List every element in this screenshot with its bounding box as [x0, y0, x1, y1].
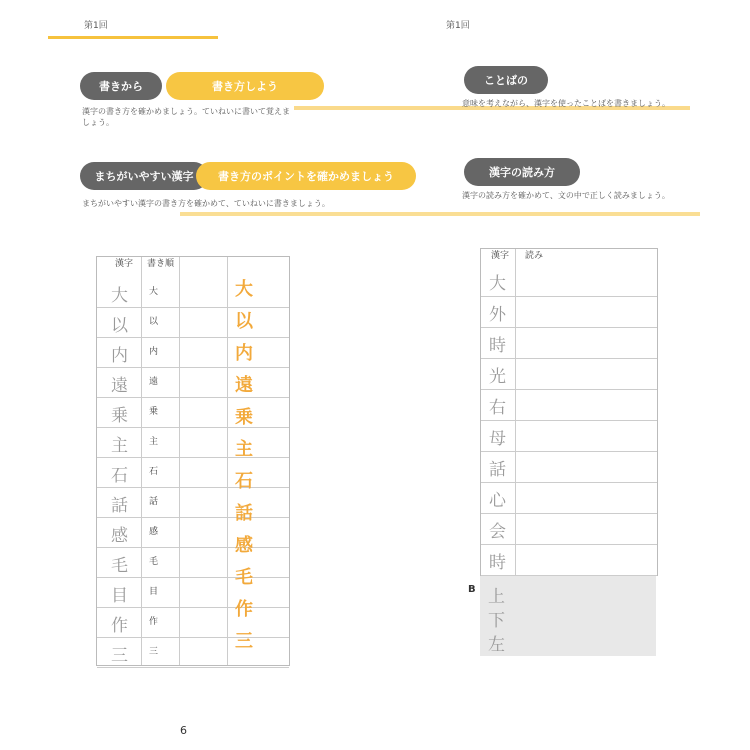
- orange-kanji: 遠: [235, 375, 253, 396]
- orange-kanji: 石: [235, 471, 253, 492]
- right-header-reading: 読み: [525, 251, 544, 261]
- row-kanji: 時: [489, 336, 506, 356]
- section2-text: まちがいやすい漢字の書き方を確かめて、ていねいに書きましょう。: [82, 199, 330, 208]
- section2-pill: 書き方のポイントを確かめましょう: [196, 162, 416, 190]
- orange-kanji: 主: [235, 439, 253, 460]
- row-kanji: 毛: [111, 556, 128, 576]
- row-kanji-small: 大: [149, 287, 159, 297]
- row-kanji-small: 毛: [149, 557, 159, 567]
- section1-badge: 書きから: [80, 72, 162, 100]
- orange-kanji: 以: [235, 311, 253, 332]
- row-kanji-small: 目: [149, 587, 159, 597]
- row-kanji-small: 以: [149, 317, 159, 327]
- table-row: [97, 397, 289, 428]
- row-kanji: 話: [111, 496, 128, 516]
- row-kanji-small: 遠: [149, 377, 159, 387]
- b-row-kanji: 下: [488, 611, 505, 631]
- section1-pill: 書き方しよう: [166, 72, 324, 100]
- row-kanji-small: 作: [149, 617, 159, 627]
- table-row: [97, 337, 289, 368]
- row-kanji: 三: [111, 646, 128, 666]
- page-number: 6: [180, 724, 187, 737]
- orange-kanji: 三: [235, 631, 253, 652]
- table-row: [97, 517, 289, 548]
- orange-kanji: 話: [235, 503, 253, 524]
- left-header-order: 書き順: [147, 259, 175, 269]
- row-kanji: 感: [111, 526, 128, 546]
- table-row: [97, 277, 289, 308]
- orange-kanji: 乗: [235, 407, 253, 428]
- row-kanji: 以: [111, 316, 128, 336]
- table-row: [481, 420, 657, 452]
- table-row: [481, 451, 657, 483]
- table-row: [481, 265, 657, 297]
- row-kanji-small: 石: [149, 467, 159, 477]
- header-tab-left: 第1回: [84, 21, 108, 31]
- row-kanji: 大: [489, 274, 506, 294]
- table-label-b: B: [468, 584, 476, 595]
- row-kanji: 大: [111, 286, 128, 306]
- row-kanji: 心: [489, 491, 506, 511]
- highlight-strip-2: [180, 212, 700, 216]
- row-kanji-small: 乗: [149, 407, 159, 417]
- right-section2-text: 漢字の読み方を確かめて、文の中で正しく読みましょう。: [462, 191, 670, 200]
- left-header-kanji: 漢字: [115, 259, 134, 269]
- table-row: [481, 482, 657, 514]
- table-row: [481, 358, 657, 390]
- row-kanji: 主: [111, 436, 128, 456]
- table-row: [481, 389, 657, 421]
- orange-kanji: 毛: [235, 567, 253, 588]
- table-row: [481, 327, 657, 359]
- table-row: [481, 513, 657, 545]
- b-row-kanji: 上: [488, 587, 505, 607]
- right-section1-text: 意味を考えながら、漢字を使ったことばを書きましょう。: [462, 99, 670, 108]
- right-section2-badge: 漢字の読み方: [464, 158, 580, 186]
- right-section1-badge: ことばの: [464, 66, 548, 94]
- table-row: [97, 367, 289, 398]
- row-kanji: 作: [111, 616, 128, 636]
- table-row: [481, 544, 657, 576]
- orange-kanji: 作: [235, 599, 253, 620]
- orange-kanji: 感: [235, 535, 253, 556]
- section1-text: 漢字の書き方を確かめましょう。ていねいに書いて覚えましょう。: [82, 107, 290, 127]
- row-kanji-small: 内: [149, 347, 159, 357]
- right-header-kanji: 漢字: [491, 251, 510, 261]
- orange-kanji: 大: [235, 279, 253, 300]
- table-row: [97, 457, 289, 488]
- section2-badge: まちがいやすい漢字: [80, 162, 208, 190]
- row-kanji: 母: [489, 429, 506, 449]
- table-row: [481, 296, 657, 328]
- row-kanji-small: 感: [149, 527, 159, 537]
- table-row: [97, 547, 289, 578]
- table-row: [97, 307, 289, 338]
- row-kanji: 光: [489, 367, 506, 387]
- b-row-kanji: 左: [488, 635, 505, 655]
- row-kanji: 乗: [111, 406, 128, 426]
- row-kanji: 遠: [111, 376, 128, 396]
- row-kanji-small: 三: [149, 647, 159, 657]
- header-tab-right: 第1回: [446, 21, 470, 31]
- row-kanji-small: 話: [149, 497, 159, 507]
- row-kanji-small: 主: [149, 437, 159, 447]
- header-bar-left: [48, 36, 218, 39]
- row-kanji: 外: [489, 305, 506, 325]
- table-row: [97, 487, 289, 518]
- table-row: [97, 427, 289, 458]
- row-kanji: 目: [111, 586, 128, 606]
- row-kanji: 会: [489, 522, 506, 542]
- right-kanji-table: [480, 248, 658, 576]
- row-kanji: 石: [111, 466, 128, 486]
- right-table-b: [480, 576, 656, 656]
- orange-kanji: 内: [235, 343, 253, 364]
- row-kanji: 内: [111, 346, 128, 366]
- row-kanji: 右: [489, 398, 506, 418]
- row-kanji: 時: [489, 553, 506, 573]
- row-kanji: 話: [489, 460, 506, 480]
